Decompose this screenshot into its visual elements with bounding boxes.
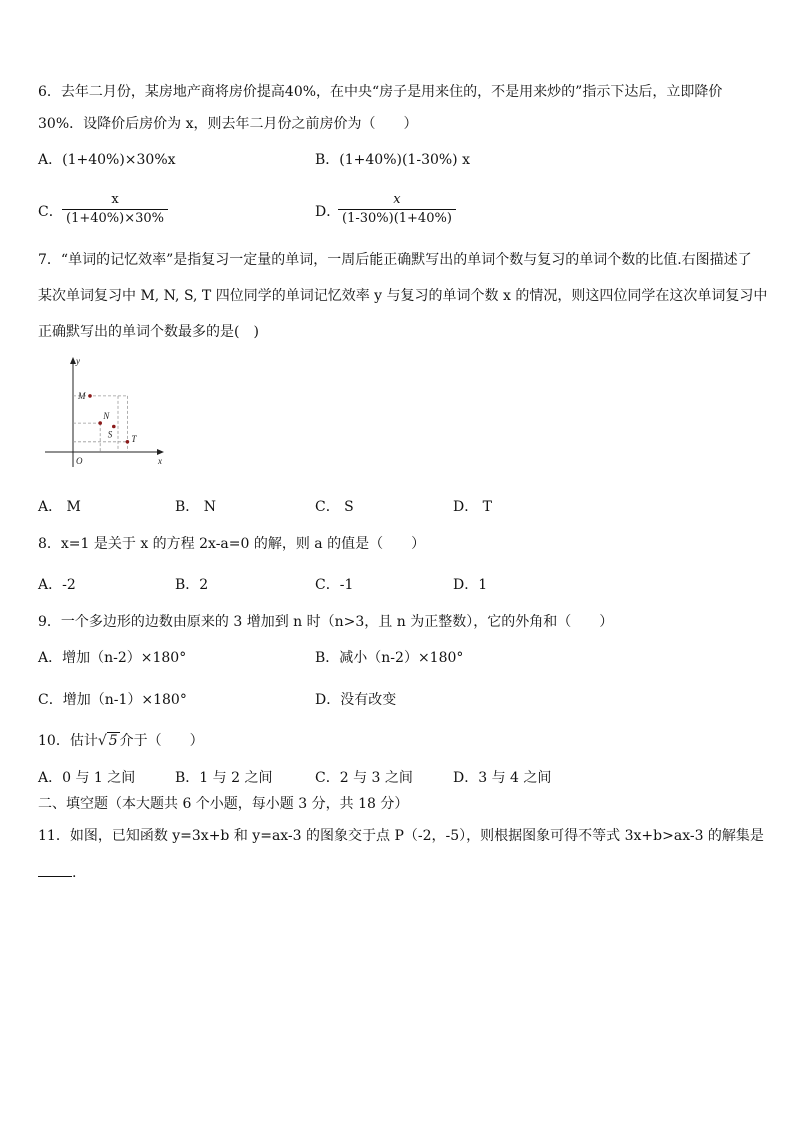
q11-period: . [72,865,77,881]
q6-option-d-fraction [338,192,456,227]
q9-stem: 9．一个多边形的边数由原来的 3 增加到 n 时（n>3，且 n 为正整数），它的外角和（ ） [38,614,614,630]
q7-option-a: A． M [38,499,81,515]
q7-option-c: C． S [315,499,354,515]
q9-option-d: D．没有改变 [315,692,397,708]
point-label-N: N [103,411,110,422]
origin-label: O [76,456,83,466]
q6-option-d-label: D． [315,204,341,220]
chart-labels [75,356,162,466]
q10-radicand: 5 [108,733,118,749]
q11-stem-line1: 11．如图，已知函数 y=3x+b 和 y=ax-3 的图象交于点 P（-2，-5），则根据图象可得不等式 3x+b>ax-3 的解集是 [38,828,764,844]
q10-stem-prefix: 10．估计 [38,733,98,749]
q6-option-d-numerator: x [393,192,401,207]
q6-stem-line2: 30%．设降价后房价为 x，则去年二月份之前房价为（ ） [38,116,418,132]
point-label-M: M [78,390,86,401]
q6-option-c-denominator: (1+40%)×30% [62,209,168,227]
y-axis-label: y [76,356,80,366]
q8-option-c: C．-1 [315,577,354,593]
q9-option-c: C．增加（n-1）×180° [38,692,187,708]
q9-option-a: A．增加（n-2）×180° [38,650,187,666]
q7-stem-line3: 正确默写出的单词个数最多的是( ) [38,324,259,340]
q7-option-d: D． T [453,499,493,515]
point-M [88,394,92,398]
q6-option-c-label: C． [38,204,63,220]
q10-option-a: A．0 与 1 之间 [38,770,136,786]
q10-sqrt: √ 5 [97,733,118,749]
q7-option-b: B． N [175,499,216,515]
q6-option-c-fraction [62,192,168,227]
q8-option-b: B．2 [175,577,209,593]
q10-stem [38,731,204,751]
q11-answer-blank[interactable] [38,862,72,877]
q8-option-d: D．1 [453,577,488,593]
q6-option-b: B．(1+40%)(1-30%) x [315,152,470,168]
point-T [126,440,130,444]
q9-option-b: B．减小（n-2）×180° [315,650,464,666]
point-label-T: T [131,433,137,444]
point-label-S: S [107,429,113,440]
memory-efficiency-chart [40,355,170,475]
x-axis-arrow [157,449,164,455]
q6-option-a: A．(1+40%)×30%x [38,152,176,168]
q10-option-b: B．1 与 2 之间 [175,770,273,786]
q8-option-a: A．-2 [38,577,76,593]
section-title-fill-in: 二、填空题（本大题共 6 个小题，每小题 3 分，共 18 分） [38,796,409,812]
q8-stem: 8．x=1 是关于 x 的方程 2x-a=0 的解，则 a 的值是（ ） [38,536,426,552]
x-axis-label: x [158,456,162,466]
point-S [112,425,116,429]
q11-answer-line [38,862,76,883]
q7-stem-line1: 7．“单词的记忆效率”是指复习一定量的单词，一周后能正确默写出的单词个数与复习的单词个数的比值.右图描述了 [38,252,752,268]
q6-stem-line1: 6．去年二月份，某房地产商将房价提高40%，在中央“房子是用来住的，不是用来炒的”指示下达后，立即降价 [38,84,723,100]
q6-option-c-numerator: x [111,192,119,207]
q10-option-c: C．2 与 3 之间 [315,770,413,786]
q6-option-d-denominator: (1-30%)(1+40%) [338,209,456,227]
q10-option-d: D．3 与 4 之间 [453,770,552,786]
q7-stem-line2: 某次单词复习中 M, N, S, T 四位同学的单词记忆效率 y 与复习的单词个数 x 的情况，则这四位同学在这次单词复习中 [38,288,768,304]
q10-stem-suffix: 介于（ ） [119,733,204,749]
point-N [98,421,102,425]
